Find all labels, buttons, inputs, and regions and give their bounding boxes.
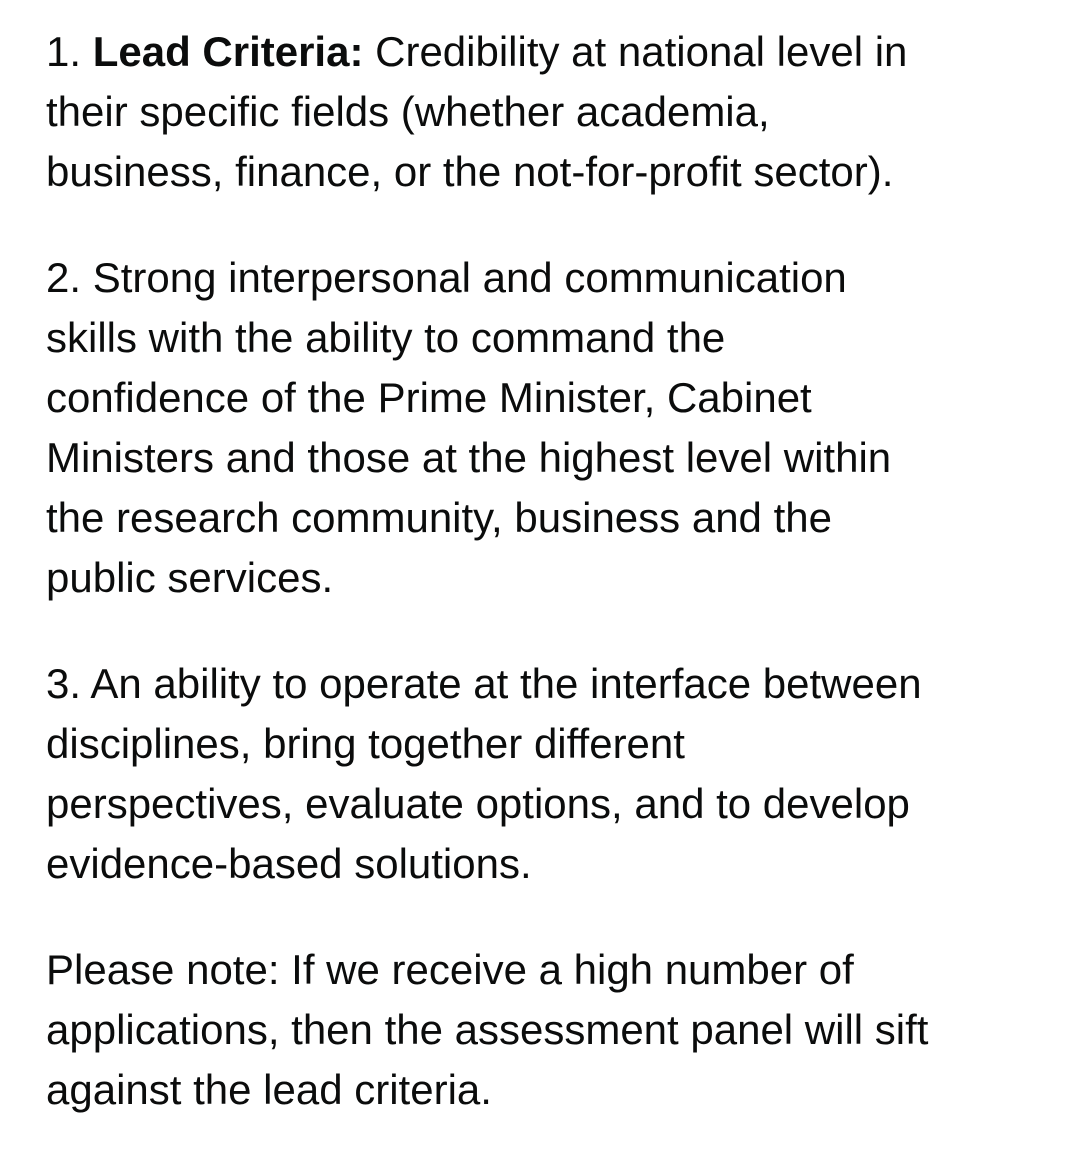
criterion-3-line-3: perspectives, evaluate options, and to develop [46,780,910,827]
criterion-2-line-6: public services. [46,554,334,601]
lead-criteria-label: Lead Criteria: [92,28,364,75]
criterion-1-line-1 [46,22,1040,82]
criterion-2 [46,248,1040,608]
criterion-2-line-5: the research community, business and the [46,494,832,541]
criterion-2-line-3: confidence of the Prime Minister, Cabinet [46,374,812,421]
criterion-1-number: 1. [46,28,82,75]
criterion-3-line-2: disciplines, bring together different [46,720,685,767]
criterion-2-line-1: 2. Strong interpersonal and communication [46,254,847,301]
criterion-2-line-4: Ministers and those at the highest level within [46,434,892,481]
note-line-3: against the lead criteria. [46,1066,492,1113]
criterion-3-line-4: evidence-based solutions. [46,840,532,887]
criterion-1-text: Credibility at national level in [375,28,908,75]
criterion-3 [46,654,1040,894]
criterion-1-line-2: their specific fields (whether academia, [46,88,770,135]
criterion-1 [46,22,1040,202]
criterion-3-line-1: 3. An ability to operate at the interface between [46,660,922,707]
criterion-1-line-3: business, finance, or the not-for-profit sector). [46,148,894,195]
note-line-2: applications, then the assessment panel will sift [46,1006,929,1053]
please-note-paragraph [46,940,1040,1120]
document-body [46,22,1040,1120]
criterion-2-line-2: skills with the ability to command the [46,314,726,361]
note-line-1: Please note: If we receive a high number of [46,946,854,993]
